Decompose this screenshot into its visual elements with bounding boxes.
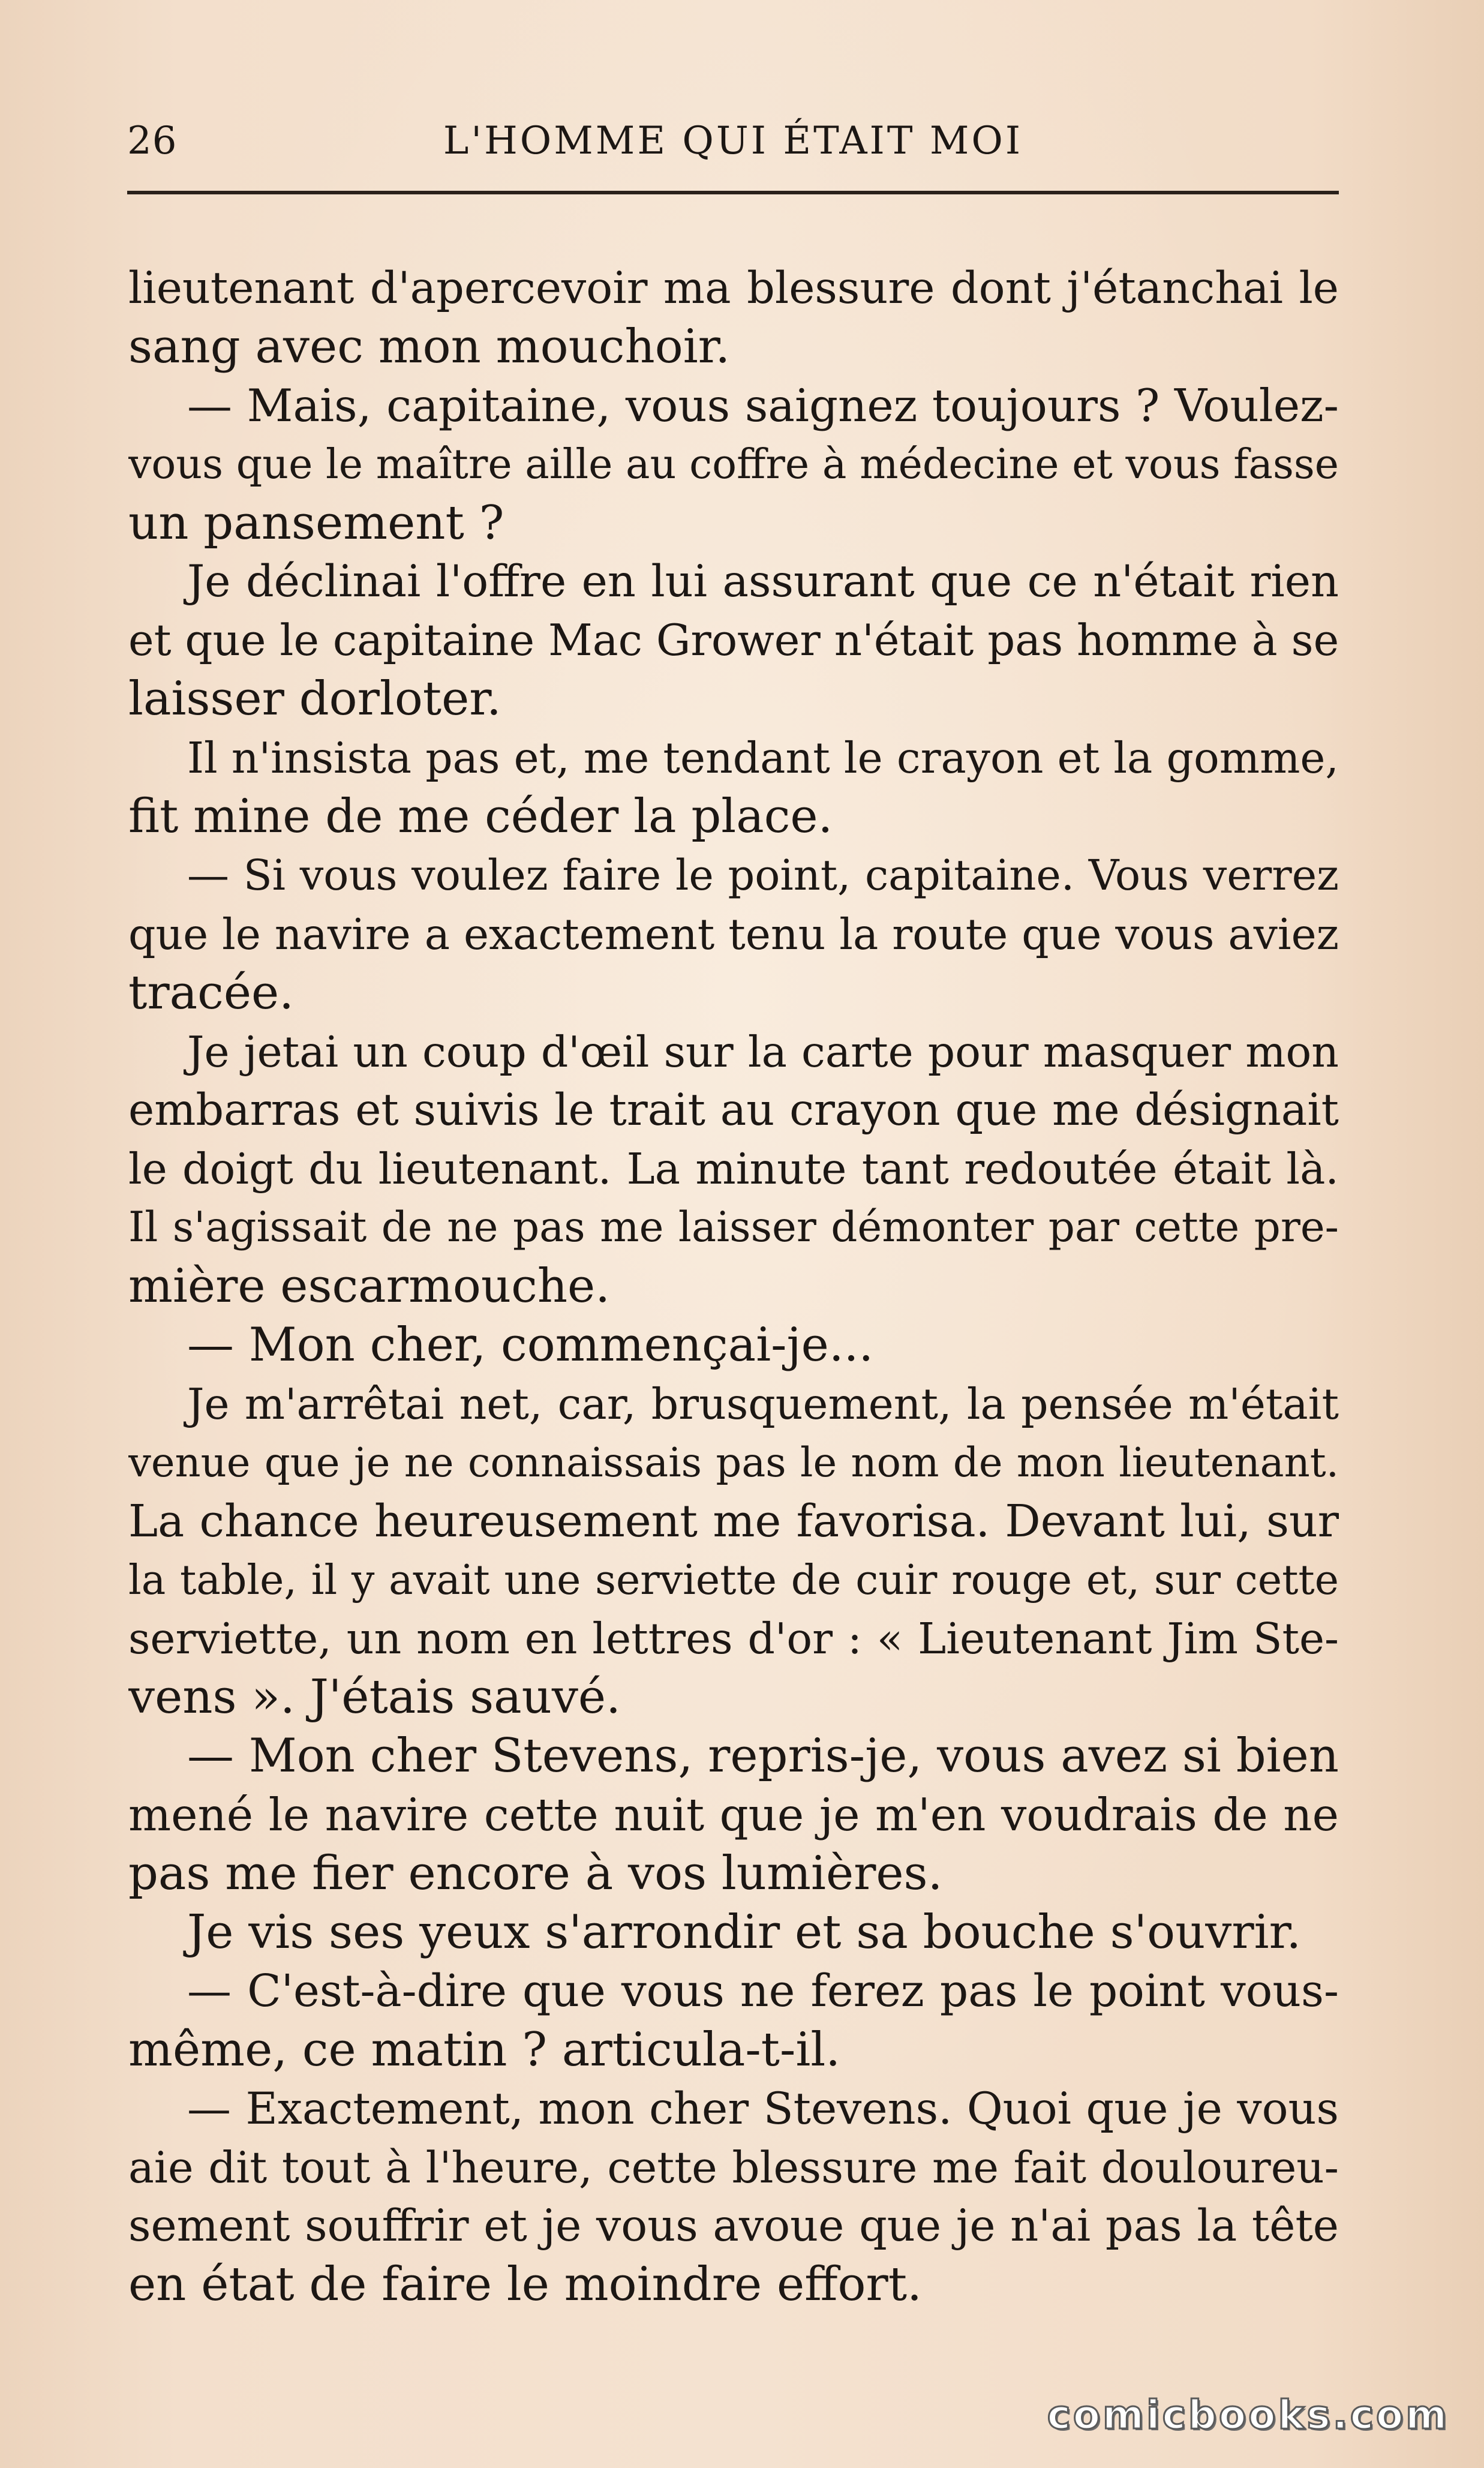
text-line: — Exactement, mon cher Stevens. Quoi que je vous [187, 2083, 1339, 2134]
text-line: laisser dorloter. [128, 672, 501, 726]
text-line: fit mine de me céder la place. [128, 789, 833, 844]
text-line: tracée. [128, 965, 294, 1020]
text-line: et que le capitaine Mac Grower n'était pas homme à se [128, 615, 1339, 666]
page-header [127, 114, 1339, 168]
text-line: Je vis ses yeux s'arrondir et sa bouche s'ouvrir. [187, 1905, 1302, 1959]
text-line: La chance heureusement me favorisa. Devant lui, sur [128, 1495, 1339, 1547]
text-line: pas me fier encore à vos lumières. [128, 1847, 943, 1901]
text-line: sement souffrir et je vous avoue que je n'ai pas la tête [128, 2200, 1339, 2252]
text-line: Il n'insista pas et, me tendant le crayon et la gomme, [187, 733, 1339, 783]
text-line: — Mon cher Stevens, repris-je, vous avez si bien [187, 1729, 1339, 1784]
text-line: la table, il y avait une serviette de cuir rouge et, sur cette [128, 1556, 1339, 1604]
text-line: — Si vous voulez faire le point, capitaine. Vous verrez [187, 850, 1339, 900]
text-line: mené le navire cette nuit que je m'en voudrais de ne [128, 1788, 1339, 1842]
text-line: lieutenant d'apercevoir ma blessure dont j'étanchai le [128, 263, 1339, 314]
text-line: en état de faire le moindre effort. [128, 2257, 922, 2312]
text-line: — Mon cher, commençai-je... [187, 1318, 874, 1373]
text-line: que le navire a exactement tenu la route que vous aviez [128, 909, 1339, 959]
body-text [128, 259, 1339, 2323]
text-line: — Mais, capitaine, vous saignez toujours ? Voulez- [187, 379, 1339, 432]
text-line: Je jetai un coup d'œil sur la carte pour masquer mon [187, 1026, 1339, 1077]
text-line: aie dit tout à l'heure, cette blessure me fait douloureu- [128, 2142, 1339, 2193]
text-line: vens ». J'étais sauvé. [128, 1670, 621, 1725]
text-line: sang avec mon mouchoir. [128, 319, 731, 374]
running-title: L'HOMME QUI ÉTAIT MOI [443, 119, 1023, 163]
header-rule [127, 191, 1339, 194]
text-line: serviette, un nom en lettres d'or : « Lieutenant Jim Ste- [128, 1614, 1339, 1664]
text-line: même, ce matin ? articula-t-il. [128, 2022, 841, 2077]
text-line: mière escarmouche. [128, 1259, 611, 1314]
text-line: Je m'arrêtai net, car, brusquement, la pensée m'était [187, 1379, 1339, 1429]
text-line: venue que je ne connaissais pas le nom de mon lieutenant. [128, 1439, 1339, 1486]
text-line: Il s'agissait de ne pas me laisser démonter par cette pre- [128, 1203, 1339, 1252]
watermark: comicbooks.com [1047, 2392, 1449, 2438]
text-line: un pansement ? [128, 496, 504, 550]
text-line: le doigt du lieutenant. La minute tant redoutée était là. [128, 1144, 1339, 1194]
text-line: embarras et suivis le trait au crayon que me désignait [128, 1085, 1339, 1136]
page-number: 26 [127, 119, 178, 163]
text-line: vous que le maître aille au coffre à médecine et vous fasse [128, 440, 1339, 488]
text-line: Je déclinai l'offre en lui assurant que ce n'était rien [187, 556, 1339, 608]
text-line: — C'est-à-dire que vous ne ferez pas le point vous- [187, 1965, 1339, 2017]
